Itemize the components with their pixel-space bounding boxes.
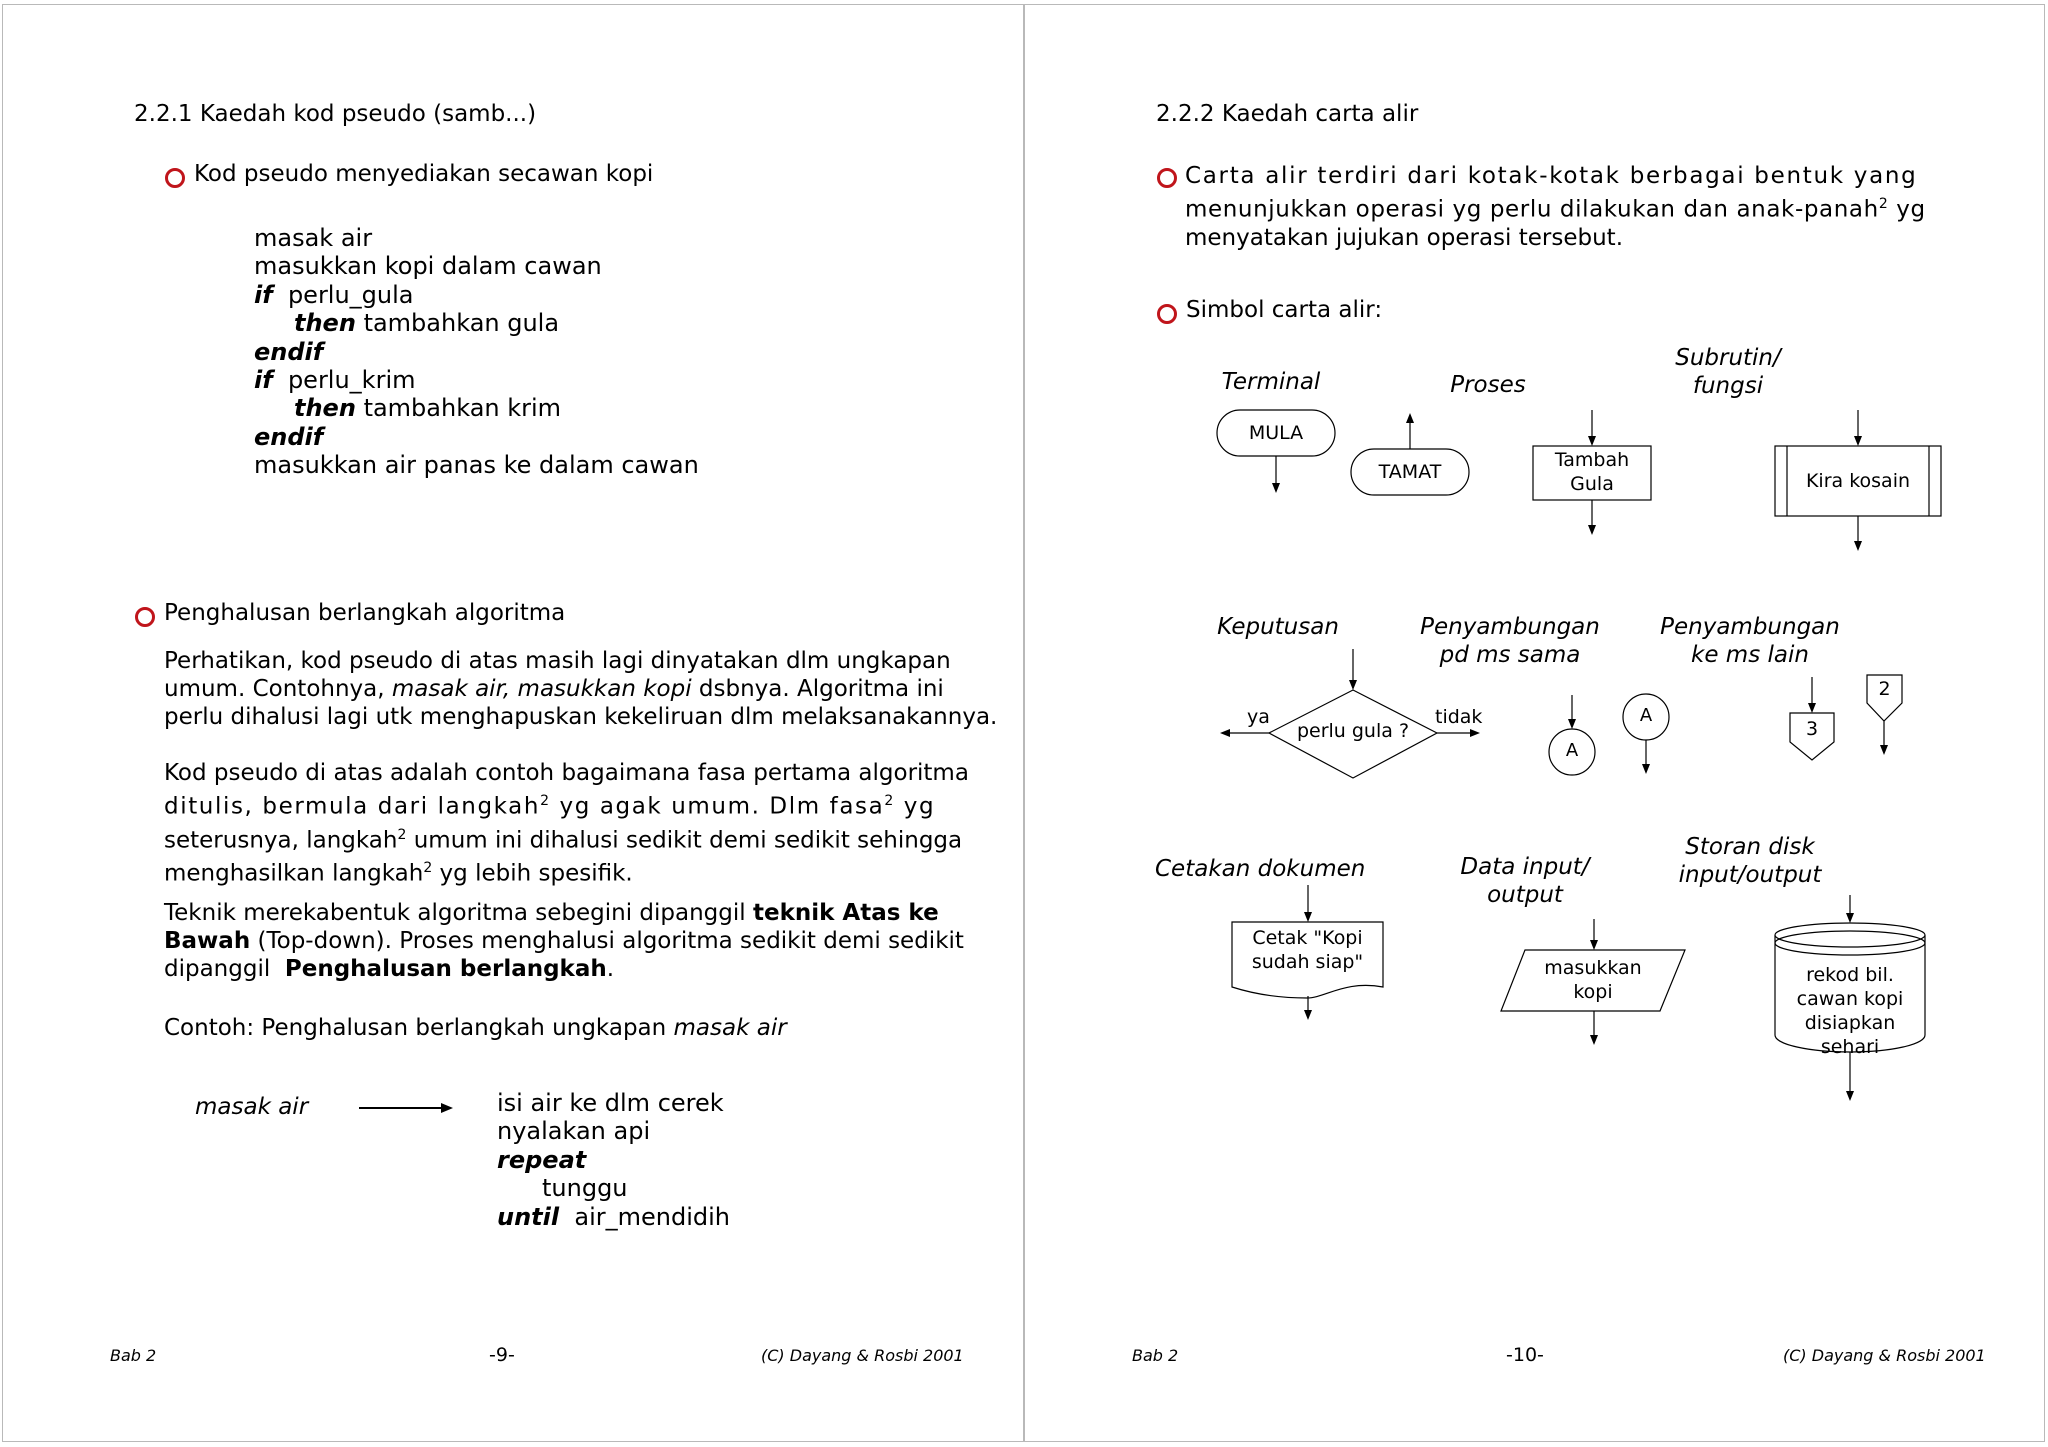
text-line: menyatakan jujukan operasi tersebut. (1185, 224, 1623, 251)
pseudocode-block (254, 224, 699, 480)
text-line (164, 927, 964, 955)
document-label (1232, 926, 1383, 974)
footer-copyright: (C) Dayang & Rosbi 2001 (1783, 1346, 1986, 1365)
example-intro (164, 1015, 787, 1041)
label-line: rekod bil. (1806, 964, 1894, 986)
code-line (254, 338, 699, 366)
flowchart-symbols (1025, 5, 2046, 1443)
label-line: disiapkan (1804, 1012, 1896, 1034)
text-span: umum ini dihalusi sedikit demi sedikit sehingga (413, 827, 963, 854)
title-line: ke ms lain (1691, 642, 1809, 668)
decision-no-label: tidak (1435, 706, 1483, 728)
code-keyword: endif (254, 422, 324, 451)
text-span: . (606, 956, 615, 982)
label-line: sehari (1820, 1036, 1880, 1058)
bullet-text: Simbol carta alir: (1186, 297, 1383, 323)
decision-label: perlu gula ? (1296, 720, 1410, 742)
text-span: yg (1896, 196, 1926, 223)
connector-label: A (1639, 705, 1653, 726)
superscript: 2 (540, 793, 551, 809)
section-heading: 2.2.1 Kaedah kod pseudo (samb...) (134, 101, 537, 127)
code-keyword: if (254, 280, 273, 309)
text-span: (Top-down). Proses menghalusi algoritma sedikit demi sedikit (257, 928, 964, 954)
footer-chapter: Bab 2 (1132, 1346, 1179, 1365)
decision-yes-label: ya (1247, 706, 1270, 728)
bold-text: teknik Atas ke (752, 900, 939, 926)
text-line: Carta alir terdiri dari kotak-kotak berbagai bentuk yang (1185, 163, 1918, 189)
text-span: menunjukkan operasi yg perlu dilakukan dan anak-panah (1185, 196, 1879, 223)
code-keyword: then (294, 309, 356, 338)
code-keyword: then (294, 394, 356, 423)
code-text: tambahkan krim (363, 394, 562, 423)
title-line: pd ms sama (1439, 642, 1581, 668)
refinement-block (497, 1089, 730, 1231)
title-line: Subrutin/ (1675, 345, 1781, 371)
code-line (254, 281, 699, 309)
bullet-icon (165, 168, 185, 188)
code-line: masak air (254, 224, 373, 252)
connector-label: A (1565, 740, 1579, 761)
label-line: Tambah (1554, 449, 1630, 471)
text-span: Contoh: Penghalusan berlangkah ungkapan (164, 1015, 667, 1041)
text-span: yg agak umum. Dlm fasa (559, 793, 885, 820)
label-line: kopi (1573, 981, 1613, 1003)
symbol-title-terminal: Terminal (1221, 369, 1321, 395)
superscript: 2 (423, 860, 433, 877)
emphasis: masak air, masukkan kopi (391, 676, 692, 702)
label-line: Cetak "Kopi (1252, 927, 1363, 949)
footer-copyright: (C) Dayang & Rosbi 2001 (761, 1346, 964, 1365)
superscript: 2 (397, 826, 407, 843)
paragraph (164, 899, 964, 983)
code-text: tambahkan gula (363, 309, 560, 338)
text-line (164, 899, 939, 927)
text-line (164, 787, 936, 821)
superscript: 2 (884, 793, 895, 809)
text-line: Kod pseudo di atas adalah contoh bagaimana fasa pertama algoritma (164, 760, 969, 786)
page-number: -9- (489, 1344, 515, 1366)
title-line: fungsi (1692, 373, 1764, 399)
left-page (2, 4, 1024, 1442)
text-span: yg (903, 793, 936, 820)
process-label (1533, 448, 1651, 496)
offpage-connector-label: 2 (1878, 678, 1891, 700)
text-span: dipanggil (164, 956, 271, 982)
code-line (254, 366, 699, 394)
label-line: Gula (1570, 473, 1614, 495)
code-line (254, 394, 699, 422)
section-heading: 2.2.2 Kaedah carta alir (1156, 101, 1419, 127)
code-line (254, 423, 699, 451)
symbol-title-keputusan: Keputusan (1217, 614, 1339, 640)
title-line: input/output (1678, 862, 1822, 888)
title-line: Data input/ (1460, 854, 1590, 880)
title-line: Storan disk (1685, 834, 1815, 860)
paragraph (164, 647, 998, 731)
code-line: nyalakan api (497, 1117, 651, 1146)
label-line: sudah siap" (1251, 951, 1364, 973)
text-span: umum. Contohnya, (164, 676, 385, 702)
bold-text: Penghalusan berlangkah (284, 956, 607, 982)
code-keyword: if (254, 366, 273, 395)
code-line: masukkan air panas ke dalam cawan (254, 451, 699, 480)
text-line: perlu dihalusi lagi utk menghapuskan kekeliruan dlm melaksanakannya. (164, 704, 998, 730)
text-line: Perhatikan, kod pseudo di atas masih lagi dinyatakan dlm ungkapan (164, 648, 951, 674)
superscript: 2 (1878, 196, 1889, 212)
emphasis: masak air (673, 1015, 787, 1041)
data-io-label (1513, 956, 1673, 1004)
code-text: perlu_krim (287, 366, 416, 395)
code-keyword: repeat (497, 1145, 587, 1174)
offpage-connector-label: 3 (1805, 718, 1819, 740)
text-span: seterusnya, langkah (164, 827, 398, 854)
footer-chapter: Bab 2 (110, 1346, 157, 1365)
refinement-lhs: masak air (195, 1094, 309, 1120)
page-number: -10- (1506, 1344, 1544, 1366)
code-line: masukkan kopi dalam cawan (254, 252, 602, 281)
arrow-right-icon (359, 1100, 453, 1116)
title-line: Penyambungan (1660, 614, 1840, 640)
disk-storage-label (1775, 963, 1925, 1059)
terminal-end-label: TAMAT (1378, 461, 1442, 483)
subroutine-label: Kira kosain (1805, 470, 1911, 492)
code-keyword: endif (254, 337, 324, 366)
text-line (164, 675, 944, 703)
right-page (1024, 4, 2045, 1442)
label-line: cawan kopi (1796, 988, 1904, 1010)
code-line: isi air ke dlm cerek (497, 1089, 724, 1117)
code-text: perlu_gula (287, 280, 414, 309)
bullet-text: Kod pseudo menyediakan secawan kopi (194, 161, 654, 187)
code-keyword: until (497, 1202, 560, 1231)
text-span: ditulis, bermula dari langkah (164, 793, 541, 820)
text-span: yg lebih spesifik. (439, 860, 633, 887)
code-line (497, 1146, 730, 1174)
text-span: dsbnya. Algoritma ini (698, 676, 944, 702)
bullet-text: Penghalusan berlangkah algoritma (164, 600, 566, 626)
terminal-start-label: MULA (1248, 422, 1304, 444)
code-line: tunggu (542, 1174, 628, 1203)
code-line (254, 309, 699, 337)
text-line (164, 821, 963, 855)
symbol-title-proses: Proses (1450, 372, 1526, 398)
title-line: Penyambungan (1420, 614, 1600, 640)
bullet-icon (135, 607, 155, 627)
title-line: output (1487, 882, 1563, 908)
text-line (164, 955, 921, 983)
text-span: Teknik merekabentuk algoritma sebegini dipanggil (164, 900, 746, 926)
paragraph (164, 759, 969, 888)
bold-text: Bawah (164, 928, 251, 954)
code-line (497, 1203, 730, 1231)
code-text: air_mendidih (574, 1202, 730, 1231)
symbol-title-cetakan: Cetakan dokumen (1155, 856, 1366, 882)
text-span: menghasilkan langkah (164, 860, 424, 887)
label-line: masukkan (1544, 957, 1642, 979)
text-line (164, 854, 921, 888)
